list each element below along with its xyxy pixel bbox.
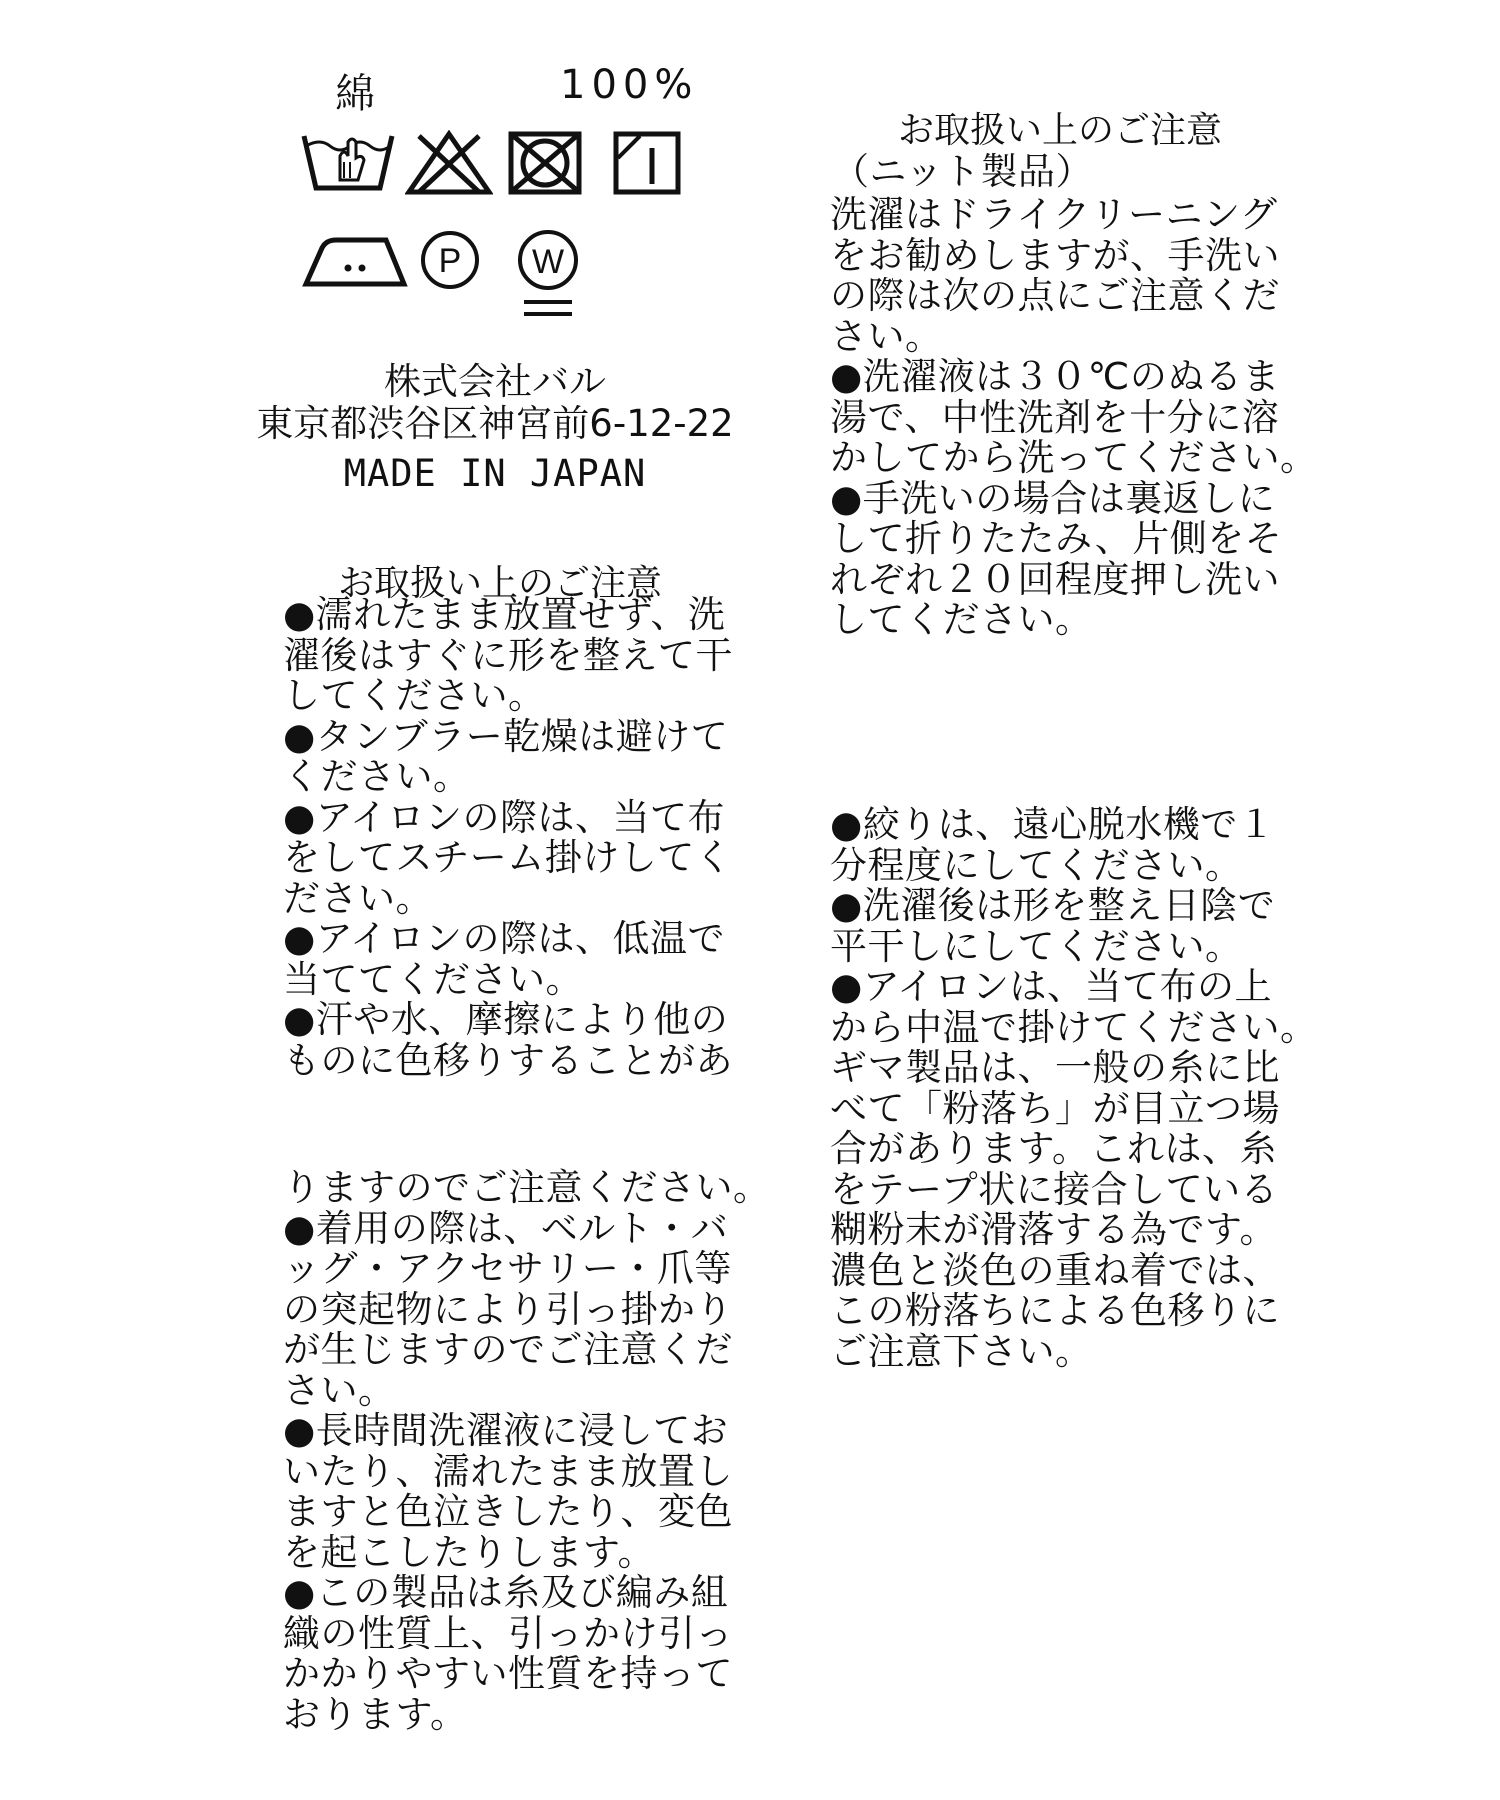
right-care-subtitle: （ニット製品）: [832, 150, 1094, 193]
list-item: 糊粉末が滑落する為です。: [830, 1208, 1278, 1251]
list-item: ●濡れたまま放置せず、洗: [283, 593, 726, 636]
wet-clean-w-icon: [512, 228, 584, 322]
list-item: の際は次の点にご注意くだ: [830, 274, 1280, 317]
list-item: 濯後はすぐに形を整えて干: [283, 633, 733, 677]
origin-label: MADE IN JAPAN: [343, 452, 647, 495]
list-item: 洗濯はドライクリーニング: [830, 193, 1278, 236]
list-item: ●アイロンは、当て布の上: [830, 965, 1272, 1008]
left-care-title: お取扱い上のご注意: [337, 563, 662, 604]
fiber-name: 綿: [335, 71, 377, 117]
right-care-list-a: [830, 195, 1318, 641]
list-item: 濃色と淡色の重ね着では、: [830, 1248, 1280, 1292]
list-item: してください。: [283, 674, 546, 717]
list-item: ●絞りは、遠心脱水機で１: [830, 803, 1276, 846]
list-item: ますと色泣きしたり、変色: [283, 1490, 733, 1533]
no-tumble-dry-icon: [507, 130, 583, 196]
list-item: ●この製品は糸及び編み組: [283, 1571, 729, 1614]
list-item: ●アイロンの際は、当て布: [283, 795, 725, 839]
list-item: ●洗濯後は形を整え日陰で: [830, 884, 1276, 927]
list-item: をしてスチーム掛けしてく: [283, 836, 733, 879]
list-item: ください。: [283, 755, 471, 798]
list-item: をお勧めしますが、手洗い: [830, 233, 1280, 277]
list-item: の突起物により引っ掛かり: [283, 1287, 733, 1331]
list-item: が生じますのでご注意くだ: [283, 1328, 733, 1371]
list-item: さい。: [830, 314, 943, 358]
list-item: べて「粉落ち」が目立つ場: [830, 1086, 1280, 1130]
list-item: 湯で、中性洗剤を十分に溶: [830, 395, 1280, 439]
list-item: ●手洗いの場合は裏返しに: [830, 476, 1276, 520]
list-item: ご注意下さい。: [830, 1329, 1093, 1373]
list-item: ギマ製品は、一般の糸に比: [830, 1046, 1280, 1089]
left-care-list-b: [283, 1168, 771, 1735]
list-item: 織の性質上、引っかけ引っ: [283, 1611, 733, 1655]
list-item: おります。: [283, 1692, 468, 1736]
no-bleach-icon: [405, 130, 493, 196]
list-item: かかりやすい性質を持って: [283, 1652, 733, 1695]
left-care-list-a: [283, 595, 733, 1081]
list-item: 分程度にしてください。: [830, 843, 1243, 887]
list-item: して折りたたみ、片側をそ: [830, 517, 1283, 560]
svg-text:W: W: [531, 243, 565, 281]
drip-dry-shade-icon: [612, 130, 682, 196]
company-address: 東京都渋谷区神宮前6-12-22: [256, 402, 734, 445]
list-item: いたり、濡れたまま放置し: [283, 1449, 733, 1493]
company-name: 株式会社バル: [384, 360, 606, 403]
dry-clean-p-icon: [418, 228, 482, 292]
list-item: ●洗濯液は３０℃のぬるま: [830, 355, 1280, 398]
list-item: してください。: [830, 598, 1093, 641]
list-item: この粉落ちによる色移りに: [830, 1289, 1280, 1332]
list-item: を起こしたりします。: [283, 1530, 656, 1574]
list-item: ●タンブラー乾燥は避けて: [283, 714, 729, 758]
right-care-list-b: [830, 805, 1318, 1372]
list-item: 当ててください。: [283, 957, 583, 1001]
list-item: ●着用の際は、ベルト・バ: [283, 1206, 729, 1250]
list-item: りますのでご注意ください。: [283, 1166, 771, 1209]
list-item: ッグ・アクセサリー・爪等: [283, 1247, 732, 1290]
hand-wash-icon: [300, 128, 396, 194]
list-item: ださい。: [283, 876, 433, 920]
list-item: れぞれ２０回程度押し洗い: [830, 557, 1280, 601]
list-item: ●アイロンの際は、低温で: [283, 917, 725, 960]
list-item: かしてから洗ってください。: [830, 436, 1318, 479]
list-item: さい。: [283, 1368, 396, 1412]
fiber-percent: 100%: [560, 62, 699, 108]
list-item: ●長時間洗濯液に浸してお: [283, 1409, 729, 1452]
iron-medium-icon: [300, 228, 410, 290]
list-item: から中温で掛けてください。: [830, 1005, 1318, 1049]
list-item: をテープ状に接合している: [830, 1167, 1279, 1211]
list-item: ものに色移りすることがあ: [283, 1038, 733, 1082]
right-care-title: お取扱い上のご注意: [897, 110, 1222, 151]
svg-text:P: P: [438, 242, 462, 280]
list-item: 合があります。これは、糸: [830, 1127, 1278, 1170]
list-item: ●汗や水、摩擦により他の: [283, 998, 729, 1041]
list-item: 平干しにしてください。: [830, 924, 1243, 968]
